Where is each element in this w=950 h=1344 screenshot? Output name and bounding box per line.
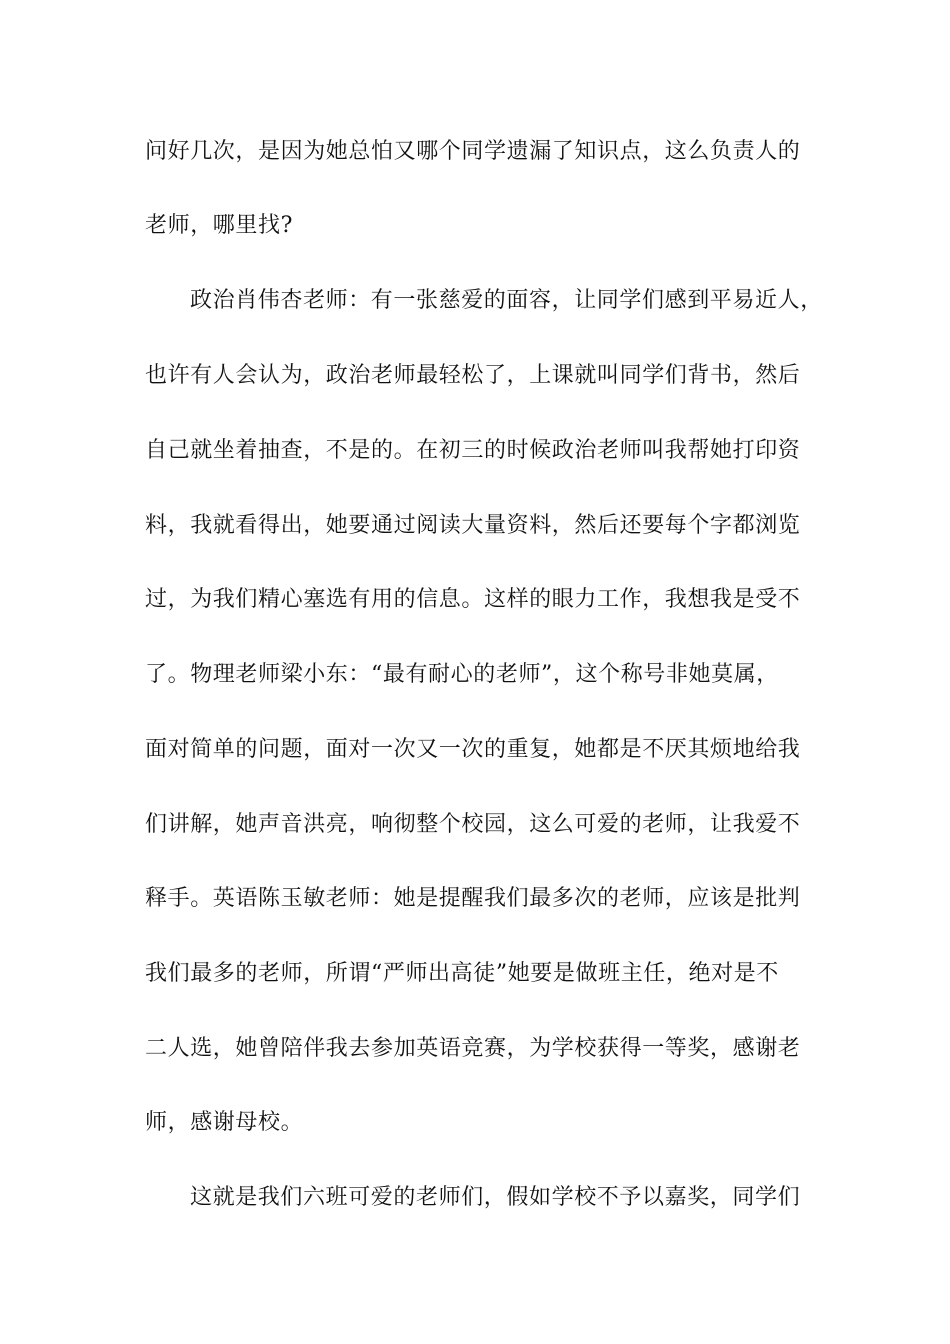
paragraph-line: 过，为我们精心塞选有用的信息。这样的眼力工作，我想我是受不 <box>145 587 801 612</box>
paragraph-line: 二人选，她曾陪伴我去参加英语竞赛，为学校获得一等奖，感谢老 <box>145 1036 801 1061</box>
paragraph-line: 了。物理老师梁小东：“最有耐心的老师”，这个称号非她莫属， <box>145 662 779 687</box>
paragraph-line: 师，感谢母校。 <box>145 1110 304 1135</box>
paragraph-line: 老师，哪里找? <box>145 213 293 238</box>
paragraph-line: 们讲解，她声音洪亮，响彻整个校园，这么可爱的老师，让我爱不 <box>145 812 801 837</box>
paragraph-line: 我们最多的老师，所谓“严师出高徒”她要是做班主任，绝对是不 <box>145 961 779 986</box>
paragraph-line: 这就是我们六班可爱的老师们，假如学校不予以嘉奖，同学们 <box>190 1185 801 1210</box>
paragraph-line: 释手。英语陈玉敏老师：她是提醒我们最多次的老师，应该是批判 <box>145 886 801 911</box>
paragraph-line: 料，我就看得出，她要通过阅读大量资料，然后还要每个字都浏览 <box>145 513 801 538</box>
paragraph-line: 也许有人会认为，政治老师最轻松了，上课就叫同学们背书，然后 <box>145 363 801 388</box>
paragraph-line: 政治肖伟杏老师：有一张慈爱的面容，让同学们感到平易近人， <box>190 288 823 313</box>
paragraph-line: 问好几次，是因为她总怕又哪个同学遗漏了知识点，这么负责人的 <box>145 139 801 164</box>
paragraph-line: 自己就坐着抽查，不是的。在初三的时候政治老师叫我帮她打印资 <box>145 438 801 463</box>
paragraph-line: 面对简单的问题，面对一次又一次的重复，她都是不厌其烦地给我 <box>145 737 801 762</box>
